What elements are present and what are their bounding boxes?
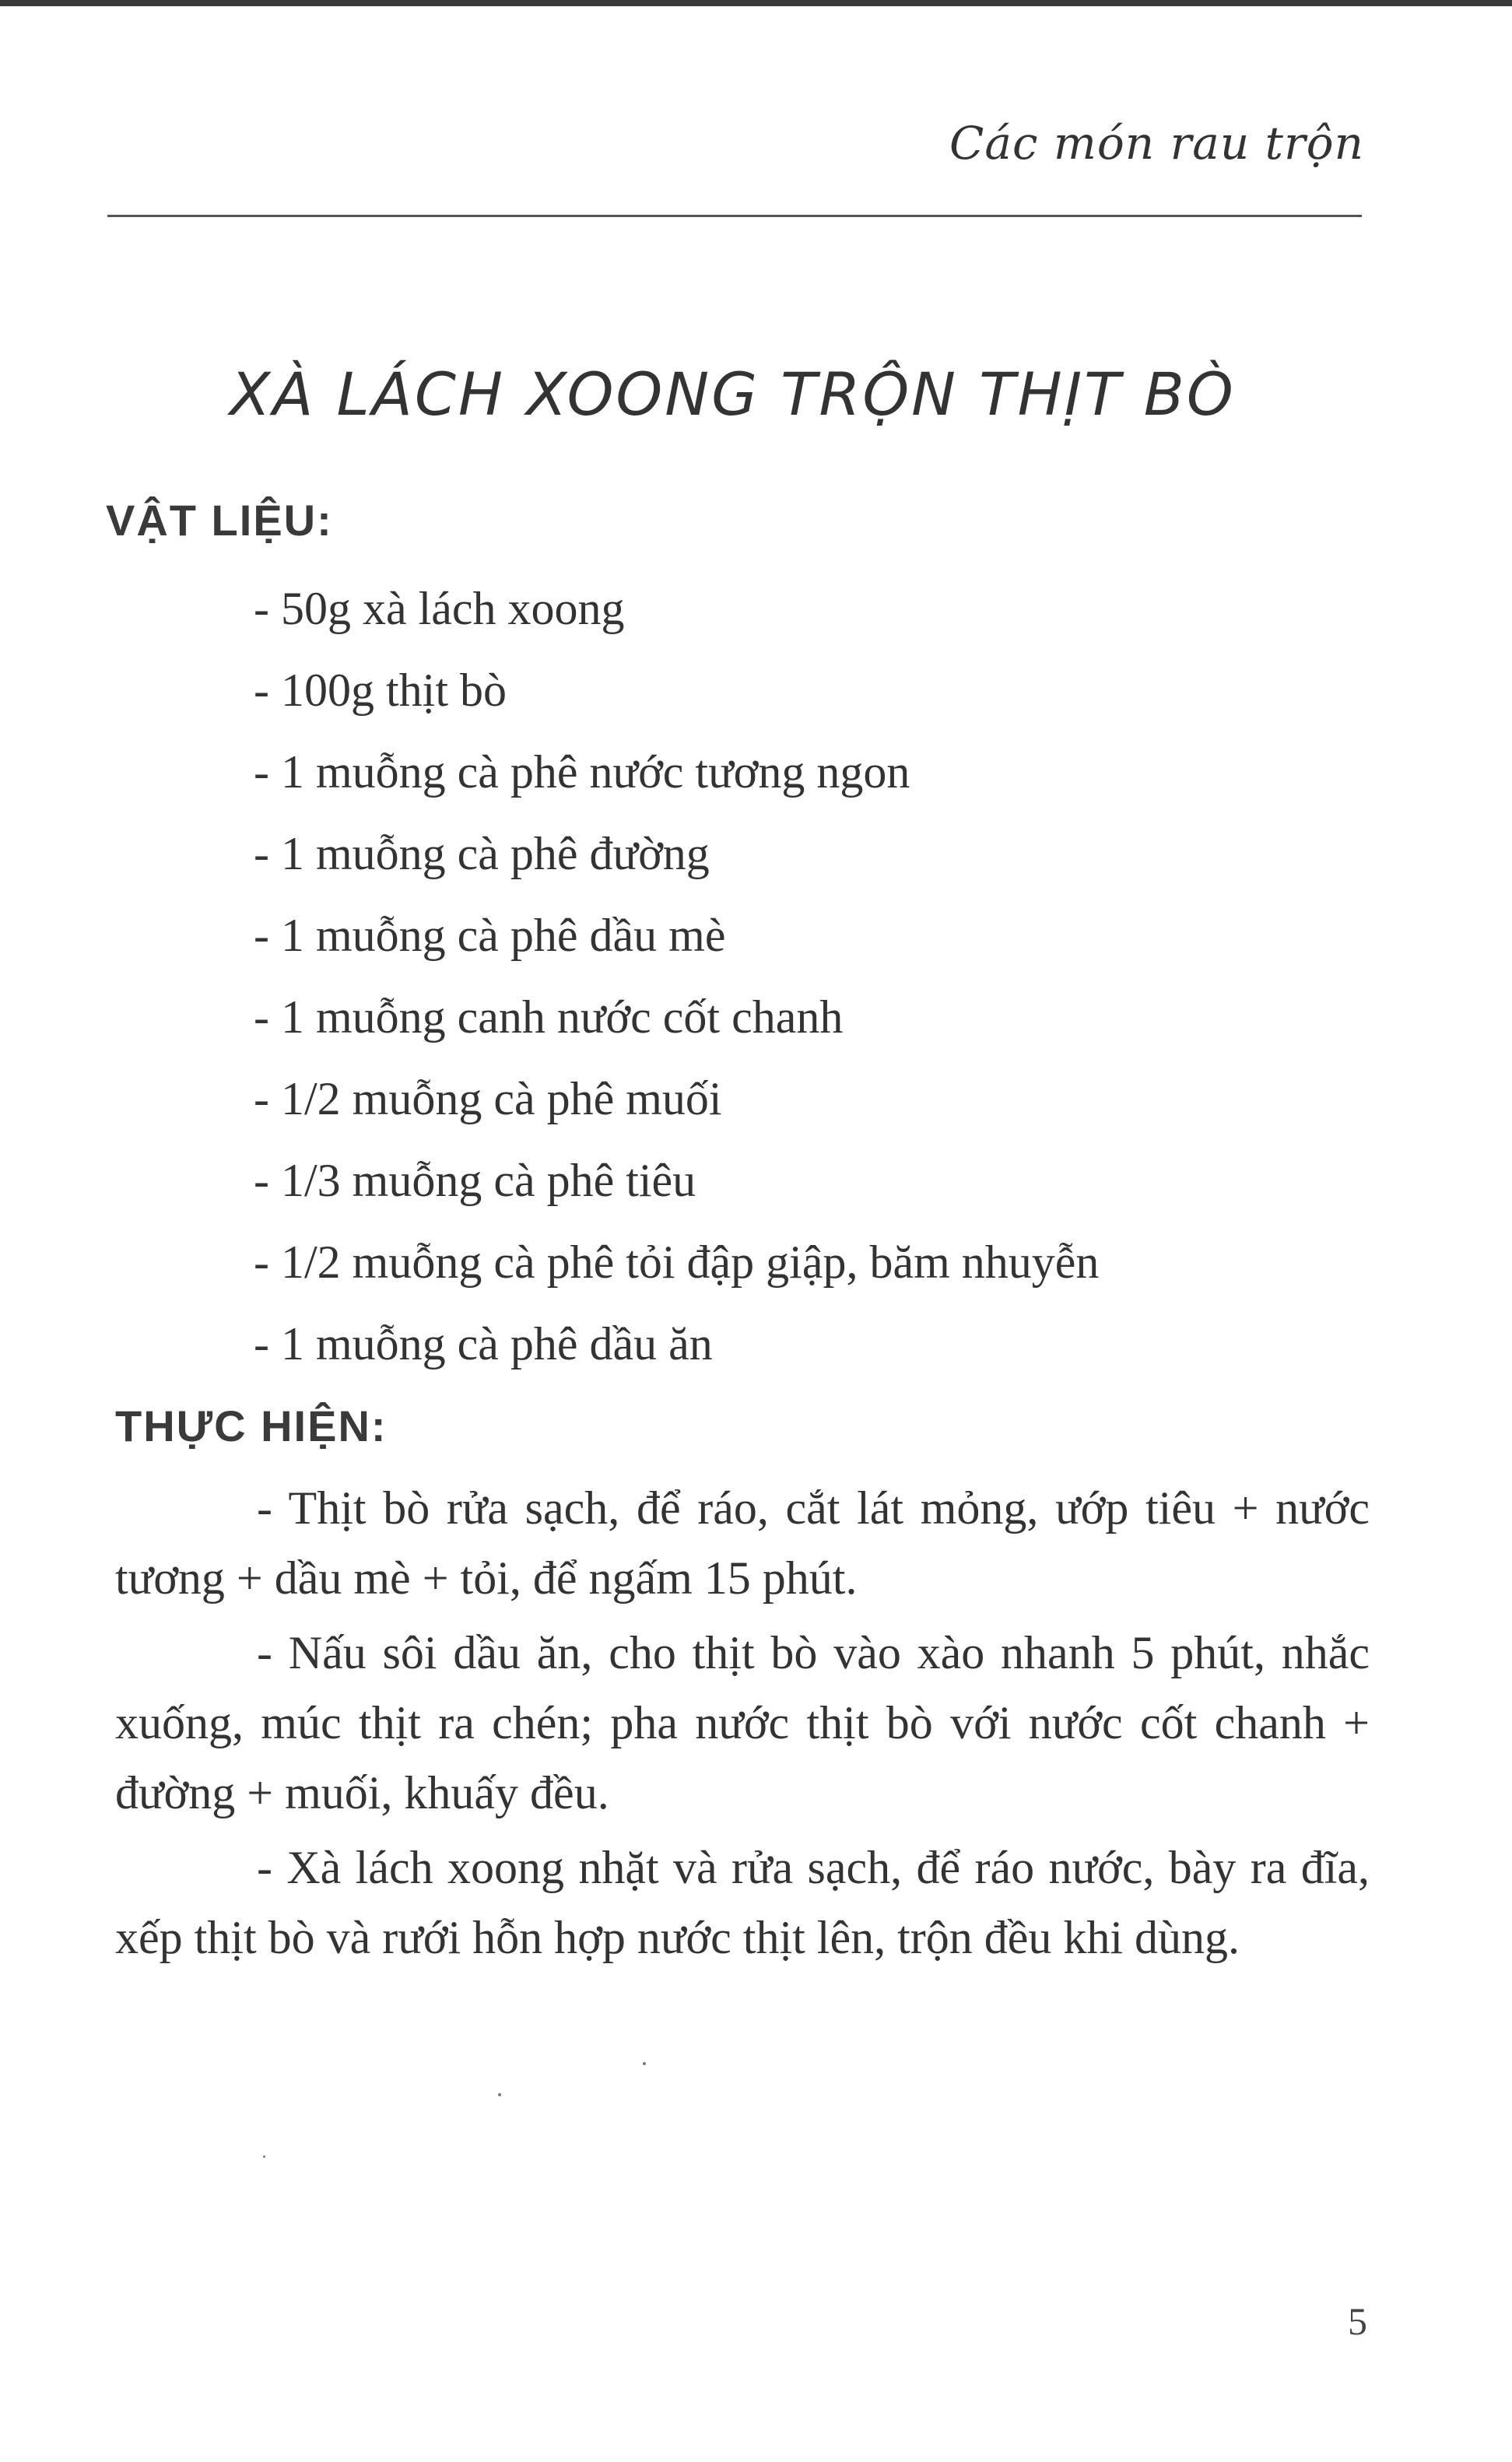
materials-heading: VẬT LIỆU: [106, 496, 333, 545]
ingredient-item: - 100g thịt bò [254, 665, 507, 716]
recipe-title: XÀ LÁCH XOONG TRỘN THỊT BÒ [230, 359, 1236, 429]
header-divider [107, 215, 1362, 217]
ingredient-list [254, 568, 1099, 1385]
ingredient-item: - 1/3 muỗng cà phê tiêu [254, 1155, 696, 1206]
page-top-edge [0, 0, 1512, 6]
ingredient-item: - 1 muỗng cà phê nước tương ngon [254, 746, 910, 798]
ingredient-item: - 50g xà lách xoong [254, 583, 625, 634]
steps-heading: THỰC HIỆN: [115, 1401, 388, 1450]
scan-speck [643, 2062, 646, 2065]
ingredient-item: - 1 muỗng canh nước cốt chanh [254, 991, 844, 1043]
step-paragraph: - Xà lách xoong nhặt và rửa sạch, để ráo nước, bày ra đĩa, xếp thịt bò và rưới hỗn hợp nước thịt lên, trộn đều khi dùng. [115, 1842, 1370, 1963]
step-paragraph: - Nấu sôi dầu ăn, cho thịt bò vào xào nhanh 5 phút, nhắc xuống, múc thịt ra chén; pha nước thịt bò với nước cốt chanh + đường + muối, khuấy đều. [115, 1627, 1370, 1818]
steps-body [115, 1473, 1370, 1977]
ingredient-item: - 1 muỗng cà phê đường [254, 828, 710, 879]
page-number: 5 [1348, 2299, 1367, 2343]
running-header: Các món rau trộn [949, 117, 1364, 170]
scan-speck [263, 2155, 265, 2158]
ingredient-item: - 1 muỗng cà phê dầu mè [254, 910, 726, 961]
ingredient-item: - 1 muỗng cà phê dầu ăn [254, 1318, 713, 1370]
ingredient-item: - 1/2 muỗng cà phê tỏi đập giập, băm nhuyễn [254, 1236, 1100, 1288]
ingredient-item: - 1/2 muỗng cà phê muối [254, 1073, 722, 1124]
step-paragraph: - Thịt bò rửa sạch, để ráo, cắt lát mỏng, ướp tiêu + nước tương + dầu mè + tỏi, để ngấm 15 phút. [115, 1482, 1370, 1604]
scan-speck [498, 2093, 501, 2096]
